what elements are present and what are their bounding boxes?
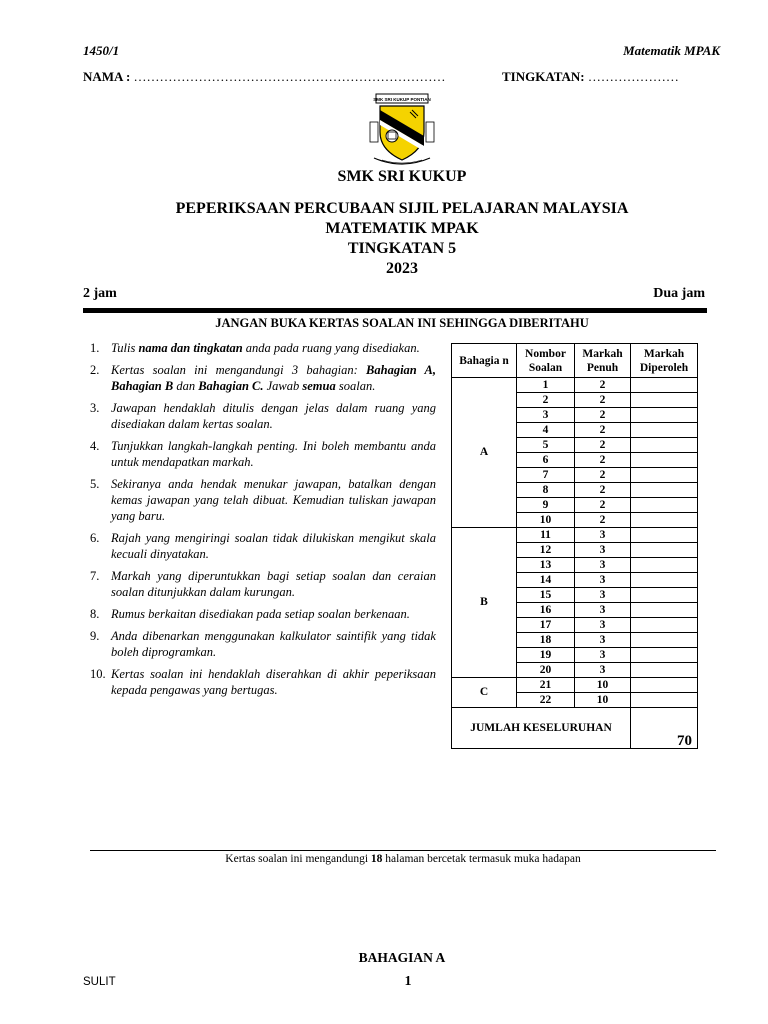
full-marks-cell: 2 — [575, 393, 631, 408]
full-marks-cell: 10 — [575, 693, 631, 708]
obtained-marks-cell[interactable] — [631, 633, 698, 648]
instruction-item — [90, 628, 436, 660]
name-field[interactable] — [83, 69, 446, 85]
instruction-number: 10. — [90, 667, 106, 681]
question-number-cell: 18 — [517, 633, 575, 648]
full-marks-cell: 3 — [575, 543, 631, 558]
obtained-marks-cell[interactable] — [631, 678, 698, 693]
question-number-cell: 4 — [517, 423, 575, 438]
obtained-marks-cell[interactable] — [631, 498, 698, 513]
paper-code: 1450/1 — [83, 43, 120, 58]
question-number-cell: 22 — [517, 693, 575, 708]
instruction-text: Sekiranya anda hendak menukar jawapan, batalkan dengan kemas jawapan yang telah dibuat. Kemudian tuliskan jawapan yang baru. — [111, 477, 436, 523]
instruction-item — [90, 568, 436, 600]
next-section-title: BAHAGIAN A — [358, 950, 446, 965]
header-nombor-soalan: Nombor Soalan — [517, 344, 575, 378]
full-marks-cell: 2 — [575, 513, 631, 528]
full-marks-cell: 3 — [575, 648, 631, 663]
instruction-text: anda pada ruang yang disediakan. — [242, 341, 420, 355]
instruction-number: 5. — [90, 477, 100, 491]
full-marks-cell: 3 — [575, 603, 631, 618]
instruction-number: 4. — [90, 439, 100, 453]
full-marks-cell: 3 — [575, 618, 631, 633]
marks-table — [451, 343, 698, 749]
exam-title-line1: PEPERIKSAAN PERCUBAAN SIJIL PELAJARAN MALAYSIA — [175, 200, 629, 217]
question-number-cell: 10 — [517, 513, 575, 528]
instruction-number: 6. — [90, 531, 100, 545]
exam-title-line3: TINGKATAN 5 — [347, 240, 457, 257]
obtained-marks-cell[interactable] — [631, 438, 698, 453]
header-divider — [83, 308, 707, 313]
instruction-item — [90, 606, 436, 622]
instructions-list — [90, 340, 436, 704]
instruction-text: Kertas soalan ini mengandungi 3 bahagian: — [111, 363, 367, 377]
obtained-marks-cell[interactable] — [631, 693, 698, 708]
instruction-text: Anda dibenarkan menggunakan kalkulator saintifik yang tidak boleh diprogramkan. — [111, 629, 436, 659]
full-marks-cell: 2 — [575, 378, 631, 393]
obtained-marks-cell[interactable] — [631, 618, 698, 633]
footnote-text: halaman bercetak termasuk muka hadapan — [382, 853, 581, 865]
instruction-number: 8. — [90, 607, 100, 621]
obtained-marks-cell[interactable] — [631, 453, 698, 468]
instruction-item — [90, 438, 436, 470]
instruction-text: Markah yang diperuntukkan bagi setiap soalan dan ceraian soalan ditunjukkan dalam kurungan. — [111, 569, 436, 599]
exam-title-line4: 2023 — [386, 260, 418, 277]
question-number-cell: 7 — [517, 468, 575, 483]
question-number-cell: 6 — [517, 453, 575, 468]
obtained-marks-cell[interactable] — [631, 648, 698, 663]
obtained-marks-cell[interactable] — [631, 483, 698, 498]
question-number-cell: 2 — [517, 393, 575, 408]
school-name: SMK SRI KUKUP — [337, 168, 467, 185]
warning-notice: JANGAN BUKA KERTAS SOALAN INI SEHINGGA DIBERITAHU — [215, 316, 589, 330]
instruction-number: 7. — [90, 569, 100, 583]
instruction-number: 1. — [90, 341, 100, 355]
name-label: NAMA : — [83, 69, 131, 84]
obtained-marks-cell[interactable] — [631, 513, 698, 528]
obtained-marks-cell[interactable] — [631, 423, 698, 438]
question-number-cell: 21 — [517, 678, 575, 693]
obtained-marks-cell[interactable] — [631, 573, 698, 588]
total-row — [452, 708, 698, 749]
table-row — [452, 528, 698, 543]
full-marks-cell: 2 — [575, 498, 631, 513]
instruction-text: soalan. — [335, 379, 376, 393]
form-field[interactable] — [502, 69, 679, 85]
instruction-text: dan — [173, 379, 199, 393]
instruction-item — [90, 400, 436, 432]
full-marks-cell: 2 — [575, 483, 631, 498]
instruction-emphasis: Bahagian C. — [198, 379, 264, 393]
question-number-cell: 8 — [517, 483, 575, 498]
question-number-cell: 19 — [517, 648, 575, 663]
full-marks-cell: 2 — [575, 423, 631, 438]
exam-title-line2: MATEMATIK MPAK — [325, 220, 479, 237]
full-marks-cell: 2 — [575, 438, 631, 453]
table-row — [452, 378, 698, 393]
obtained-marks-cell[interactable] — [631, 603, 698, 618]
question-number-cell: 12 — [517, 543, 575, 558]
section-cell: C — [452, 678, 517, 708]
full-marks-cell: 3 — [575, 588, 631, 603]
header-markah-penuh: Markah Penuh — [575, 344, 631, 378]
obtained-marks-cell[interactable] — [631, 663, 698, 678]
marks-table-header-row — [452, 344, 698, 378]
question-number-cell: 16 — [517, 603, 575, 618]
instruction-item — [90, 476, 436, 524]
full-marks-cell: 3 — [575, 663, 631, 678]
obtained-marks-cell[interactable] — [631, 408, 698, 423]
full-marks-cell: 2 — [575, 453, 631, 468]
question-number-cell: 14 — [517, 573, 575, 588]
obtained-marks-cell[interactable] — [631, 528, 698, 543]
instruction-item — [90, 666, 436, 698]
confidential-label: SULIT — [83, 976, 116, 988]
table-row — [452, 678, 698, 693]
question-number-cell: 17 — [517, 618, 575, 633]
section-cell: B — [452, 528, 517, 678]
header-markah-diperoleh: Markah Diperoleh — [631, 344, 698, 378]
obtained-marks-cell[interactable] — [631, 378, 698, 393]
full-marks-cell: 3 — [575, 573, 631, 588]
instruction-number: 9. — [90, 629, 100, 643]
form-label: TINGKATAN: — [502, 69, 585, 84]
page-number: 1 — [404, 974, 412, 989]
name-dots: ……………………………………………………………… — [133, 69, 446, 84]
obtained-marks-cell[interactable] — [631, 543, 698, 558]
instruction-emphasis: Bahagian A, Bahagian B — [111, 363, 436, 393]
instruction-text: Rumus berkaitan disediakan pada setiap soalan berkenaan. — [111, 607, 410, 621]
full-marks-cell: 3 — [575, 528, 631, 543]
question-number-cell: 5 — [517, 438, 575, 453]
instruction-emphasis: semua — [302, 379, 336, 393]
instruction-text: Tulis — [111, 341, 139, 355]
question-number-cell: 3 — [517, 408, 575, 423]
page-count: 18 — [370, 853, 383, 865]
exam-title — [0, 199, 768, 279]
full-marks-cell: 3 — [575, 633, 631, 648]
instruction-item — [90, 340, 436, 356]
total-label: JUMLAH KESELURUHAN — [452, 708, 631, 749]
duration-words: Dua jam — [653, 286, 705, 301]
obtained-marks-cell[interactable] — [631, 558, 698, 573]
instruction-text: Rajah yang mengiringi soalan tidak dilukiskan mengikut skala kecuali dinyatakan. — [111, 531, 436, 561]
question-number-cell: 11 — [517, 528, 575, 543]
question-number-cell: 20 — [517, 663, 575, 678]
instruction-text: Kertas soalan ini hendaklah diserahkan di akhir peperiksaan kepada pengawas yang bertugas. — [111, 667, 436, 697]
instruction-text: Tunjukkan langkah-langkah penting. Ini boleh membantu anda untuk mendapatkan markah. — [111, 439, 436, 469]
footer-divider — [90, 850, 716, 851]
question-number-cell: 13 — [517, 558, 575, 573]
school-crest-icon — [366, 92, 438, 168]
instruction-text: Jawapan hendaklah ditulis dengan jelas dalam ruang yang disediakan dalam kertas soalan. — [111, 401, 436, 431]
instruction-number: 3. — [90, 401, 100, 415]
full-marks-cell: 2 — [575, 468, 631, 483]
header-bahagian: Bahagia n — [452, 344, 517, 378]
full-marks-cell: 10 — [575, 678, 631, 693]
question-number-cell: 15 — [517, 588, 575, 603]
obtained-marks-cell[interactable] — [631, 393, 698, 408]
crest-banner-text: SMK SRI KUKUP PONTIAN — [373, 97, 431, 102]
section-cell: A — [452, 378, 517, 528]
full-marks-cell: 2 — [575, 408, 631, 423]
question-number-cell: 1 — [517, 378, 575, 393]
obtained-marks-cell[interactable] — [631, 588, 698, 603]
instruction-text: Jawab — [263, 379, 303, 393]
instruction-number: 2. — [90, 363, 100, 377]
subject-name: Matematik MPAK — [623, 43, 720, 58]
duration-numeric: 2 jam — [83, 286, 117, 301]
form-dots: ………………… — [587, 69, 679, 84]
instruction-item — [90, 530, 436, 562]
total-value[interactable]: 70 — [631, 708, 698, 749]
obtained-marks-cell[interactable] — [631, 468, 698, 483]
footnote-text: Kertas soalan ini mengandungi — [225, 853, 371, 865]
full-marks-cell: 3 — [575, 558, 631, 573]
question-number-cell: 9 — [517, 498, 575, 513]
instruction-item — [90, 362, 436, 394]
page-count-note — [90, 853, 716, 865]
instruction-emphasis: nama dan tingkatan — [138, 341, 243, 355]
